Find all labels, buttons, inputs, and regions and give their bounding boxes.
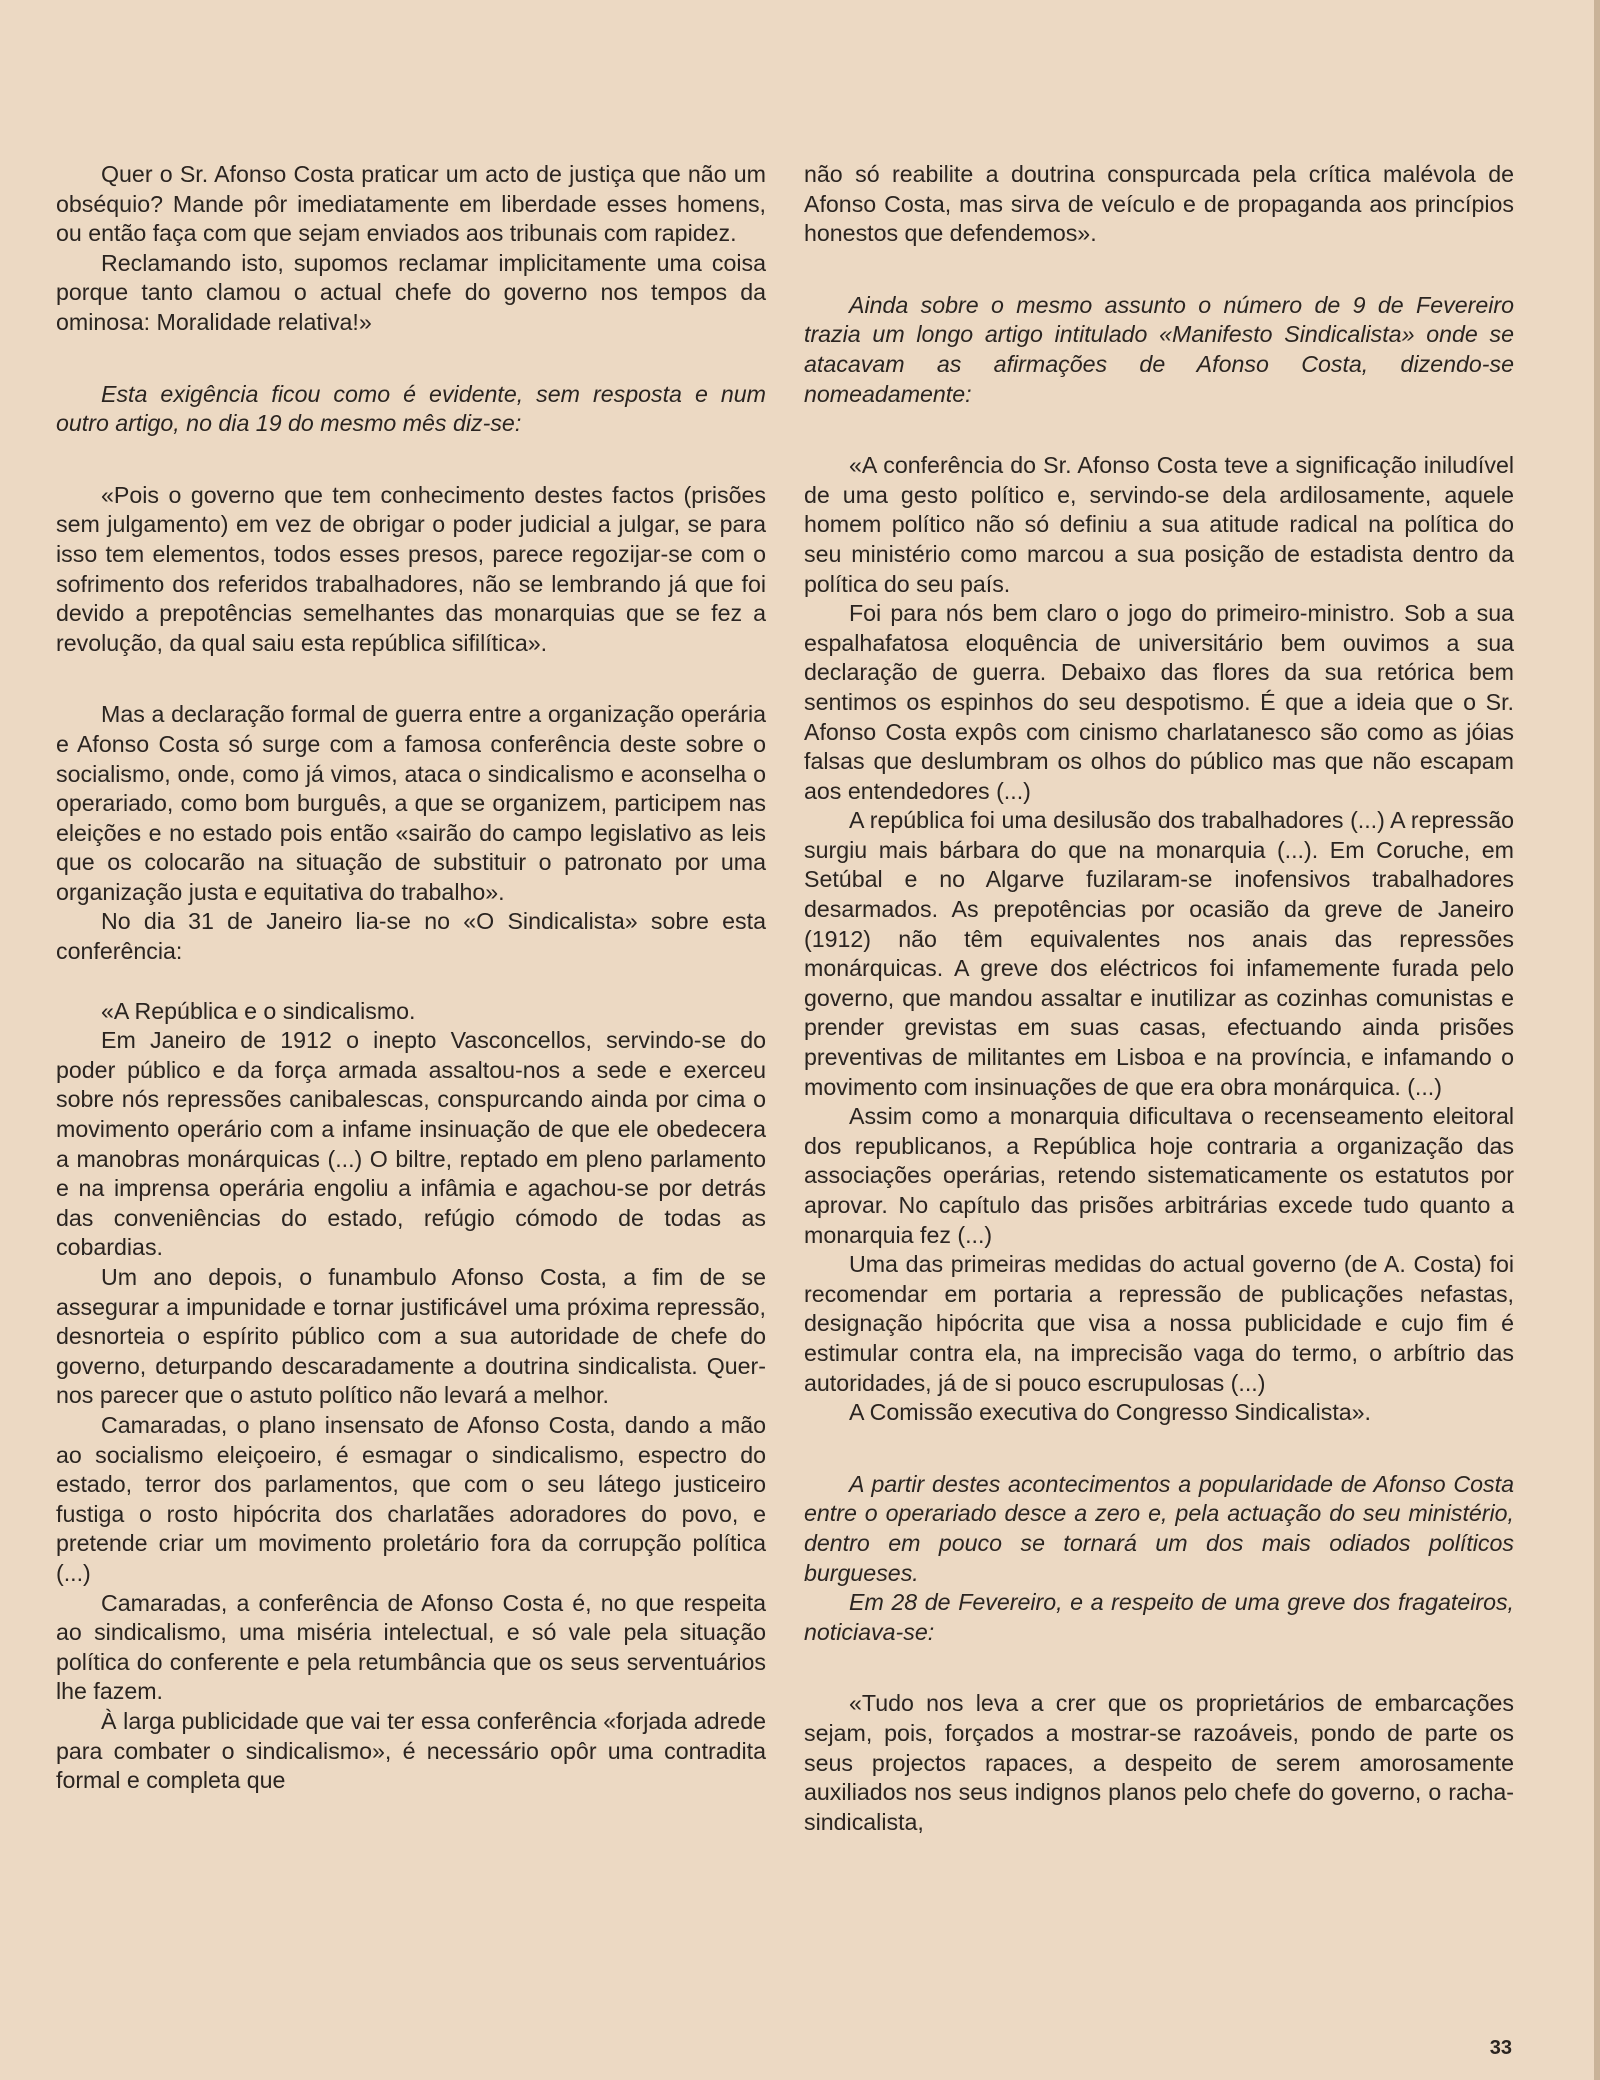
quote-paragraph: A república foi uma desilusão dos trabalhadores (...) A repressão surgiu mais bárbara do que na monarquia (...). Em Coruche, em Setúbal e no Algarve fuzilaram-se inofensivos trabalhadores desarmados. As prepotências por ocasião da greve de Janeiro (1912) não têm equivalentes nos anais das repressões monárquicas. A greve dos eléctricos foi infamemente furada pelo governo, que mandou assaltar e inutilizar as cozinhas comunistas e prender grevistas em suas casas, efectuando ainda prisões preventivas de militantes em Lisboa e na província, e infamando o movimento com insinuações de que era obra monárquica. (...): [804, 807, 1514, 1100]
page-number: 33: [1489, 2037, 1512, 2059]
commentary-paragraph: Em 28 de Fevereiro, e a respeito de uma greve dos fragateiros, noticiava-se:: [804, 1589, 1514, 1645]
quote-paragraph: Camaradas, a conferência de Afonso Costa é, no que respeita ao sindicalismo, uma miséria intelectual, e só vale pela situação política do conferente e pela retumbância que os seus serventuários lhe fazem.: [56, 1589, 766, 1705]
page-edge: [1594, 0, 1600, 2080]
quote-paragraph: Camaradas, o plano insensato de Afonso Costa, dando a mão ao socialismo eleiçoeiro, é esmagar o sindicalismo, espectro do estado, terror dos parlamentos, que com o seu látego justiceiro fustiga o rosto hipócrita dos charlatães adoradores do povo, e pretende criar um movimento proletário fora da corrupção política (...): [56, 1411, 766, 1586]
quote-paragraph: Um ano depois, o funambulo Afonso Costa, a fim de se assegurar a impunidade e tornar justificável uma próxima repressão, desnorteia o espírito público com a sua autoridade de chefe do governo, deturpando descaradamente a doutrina sindicalista. Quer-nos parecer que o astuto político não levará a melhor.: [56, 1264, 766, 1409]
quote-heading: «A República e o sindicalismo.: [101, 997, 416, 1024]
paragraph: No dia 31 de Janeiro lia-se no «O Sindicalista» sobre esta conferência:: [56, 908, 766, 965]
paragraph: Mas a declaração formal de guerra entre a organização operária e Afonso Costa só surge com a famosa conferência deste sobre o socialismo, onde, como já vimos, ataca o sindicalismo e aconselha o operariado, como bom burguês, a que se organizem, participem nas eleições e no estado pois então «sairão do campo legislativo as leis que os colocarão na situação de substituir o patronato por uma organização justa e equitativa do trabalho».: [56, 701, 766, 905]
quote-paragraph: não só reabilite a doutrina conspurcada pela crítica malévola de Afonso Costa, mas sirva de veículo e de propaganda aos princípios honestos que defendemos».: [804, 161, 1514, 247]
paragraph: Quer o Sr. Afonso Costa praticar um acto de justiça que não um obséquio? Mande pôr imediatamente em liberdade esses homens, ou então faça com que sejam enviados aos tribunais com rapidez.: [56, 161, 766, 247]
quote-paragraph: Uma das primeiras medidas do actual governo (de A. Costa) foi recomendar em portaria a repressão de publicações nefastas, designação hipócrita que visa a nossa publicidade e cujo fim é estimular contra ela, na imprecisão vaga do termo, o arbítrio das autoridades, já de si pouco escrupulosas (...): [804, 1251, 1514, 1396]
left-column: [56, 160, 766, 1796]
quote-paragraph: «Pois o governo que tem conhecimento destes factos (prisões sem julgamento) em vez de obrigar o poder judicial a julgar, se para isso tem elementos, todos esses presos, parece regozijar-se com o sofrimento dos referidos trabalhadores, não se lembrando já que foi devido a prepotências semelhantes das monarquias que se fez a revolução, da qual saiu esta república sifilítica».: [56, 481, 766, 656]
commentary-paragraph: A partir destes acontecimentos a popularidade de Afonso Costa entre o operariado desce a zero e, pela actuação do seu ministério, dentro em pouco se tornará um dos mais odiados políticos burgueses.: [804, 1470, 1514, 1586]
quote-signature: A Comissão executiva do Congresso Sindicalista».: [849, 1399, 1371, 1426]
right-column: [804, 160, 1514, 1837]
quote-paragraph: Assim como a monarquia dificultava o recenseamento eleitoral dos republicanos, a República hoje contraria a organização das associações operárias, retendo sistematicamente os estatutos por aprovar. No capítulo das prisões arbitrárias excede tudo quanto a monarquia fez (...): [804, 1103, 1514, 1248]
quote-paragraph: «Tudo nos leva a crer que os proprietários de embarcações sejam, pois, forçados a mostrar-se razoáveis, pondo de parte os seus projectos rapaces, a despeito de serem amorosamente auxiliados nos seus indignos planos pelo chefe do governo, o racha-sindicalista,: [804, 1690, 1514, 1835]
quote-paragraph: Em Janeiro de 1912 o inepto Vasconcellos, servindo-se do poder público e da força armada assaltou-nos a sede e exerceu sobre nós repressões canibalescas, conspurcando ainda por cima o movimento operário com a infame insinuação de que ele obedecera a manobras monárquicas (...) O biltre, reptado em pleno parlamento e na imprensa operária engoliu a infâmia e agachou-se por detrás das conveniências do estado, refúgio cómodo de todas as cobardias.: [56, 1027, 766, 1261]
quote-paragraph: Foi para nós bem claro o jogo do primeiro-ministro. Sob a sua espalhafatosa eloquência de universitário bem ouvimos a sua declaração de guerra. Debaixo das flores da sua retórica bem sentimos os espinhos do seu despotismo. É que a ideia que o Sr. Afonso Costa expôs com cinismo charlatanesco são como as jóias falsas que deslumbram os olhos do público mas que não escapam aos entendedores (...): [804, 600, 1514, 804]
quote-paragraph: «A conferência do Sr. Afonso Costa teve a significação iniludível de uma gesto político e, servindo-se dela ardilosamente, aquele homem político não só definiu a sua atitude radical na política do seu ministério como marcou a sua posição de estadista dentro da política do seu país.: [804, 452, 1514, 597]
commentary-paragraph: Ainda sobre o mesmo assunto o número de 9 de Fevereiro trazia um longo artigo intitulado «Manifesto Sindicalista» onde se atacavam as afirmações de Afonso Costa, dizendo-se nomeadamente:: [804, 291, 1514, 407]
quote-paragraph: À larga publicidade que vai ter essa conferência «forjada adrede para combater o sindicalismo», é necessário opôr uma contradita formal e completa que: [56, 1707, 766, 1794]
commentary-paragraph: Esta exigência ficou como é evidente, sem resposta e num outro artigo, no dia 19 do mesmo mês diz-se:: [56, 380, 766, 437]
paragraph: Reclamando isto, supomos reclamar implicitamente uma coisa porque tanto clamou o actual chefe do governo nos tempos da ominosa: Moralidade relativa!»: [56, 249, 766, 335]
